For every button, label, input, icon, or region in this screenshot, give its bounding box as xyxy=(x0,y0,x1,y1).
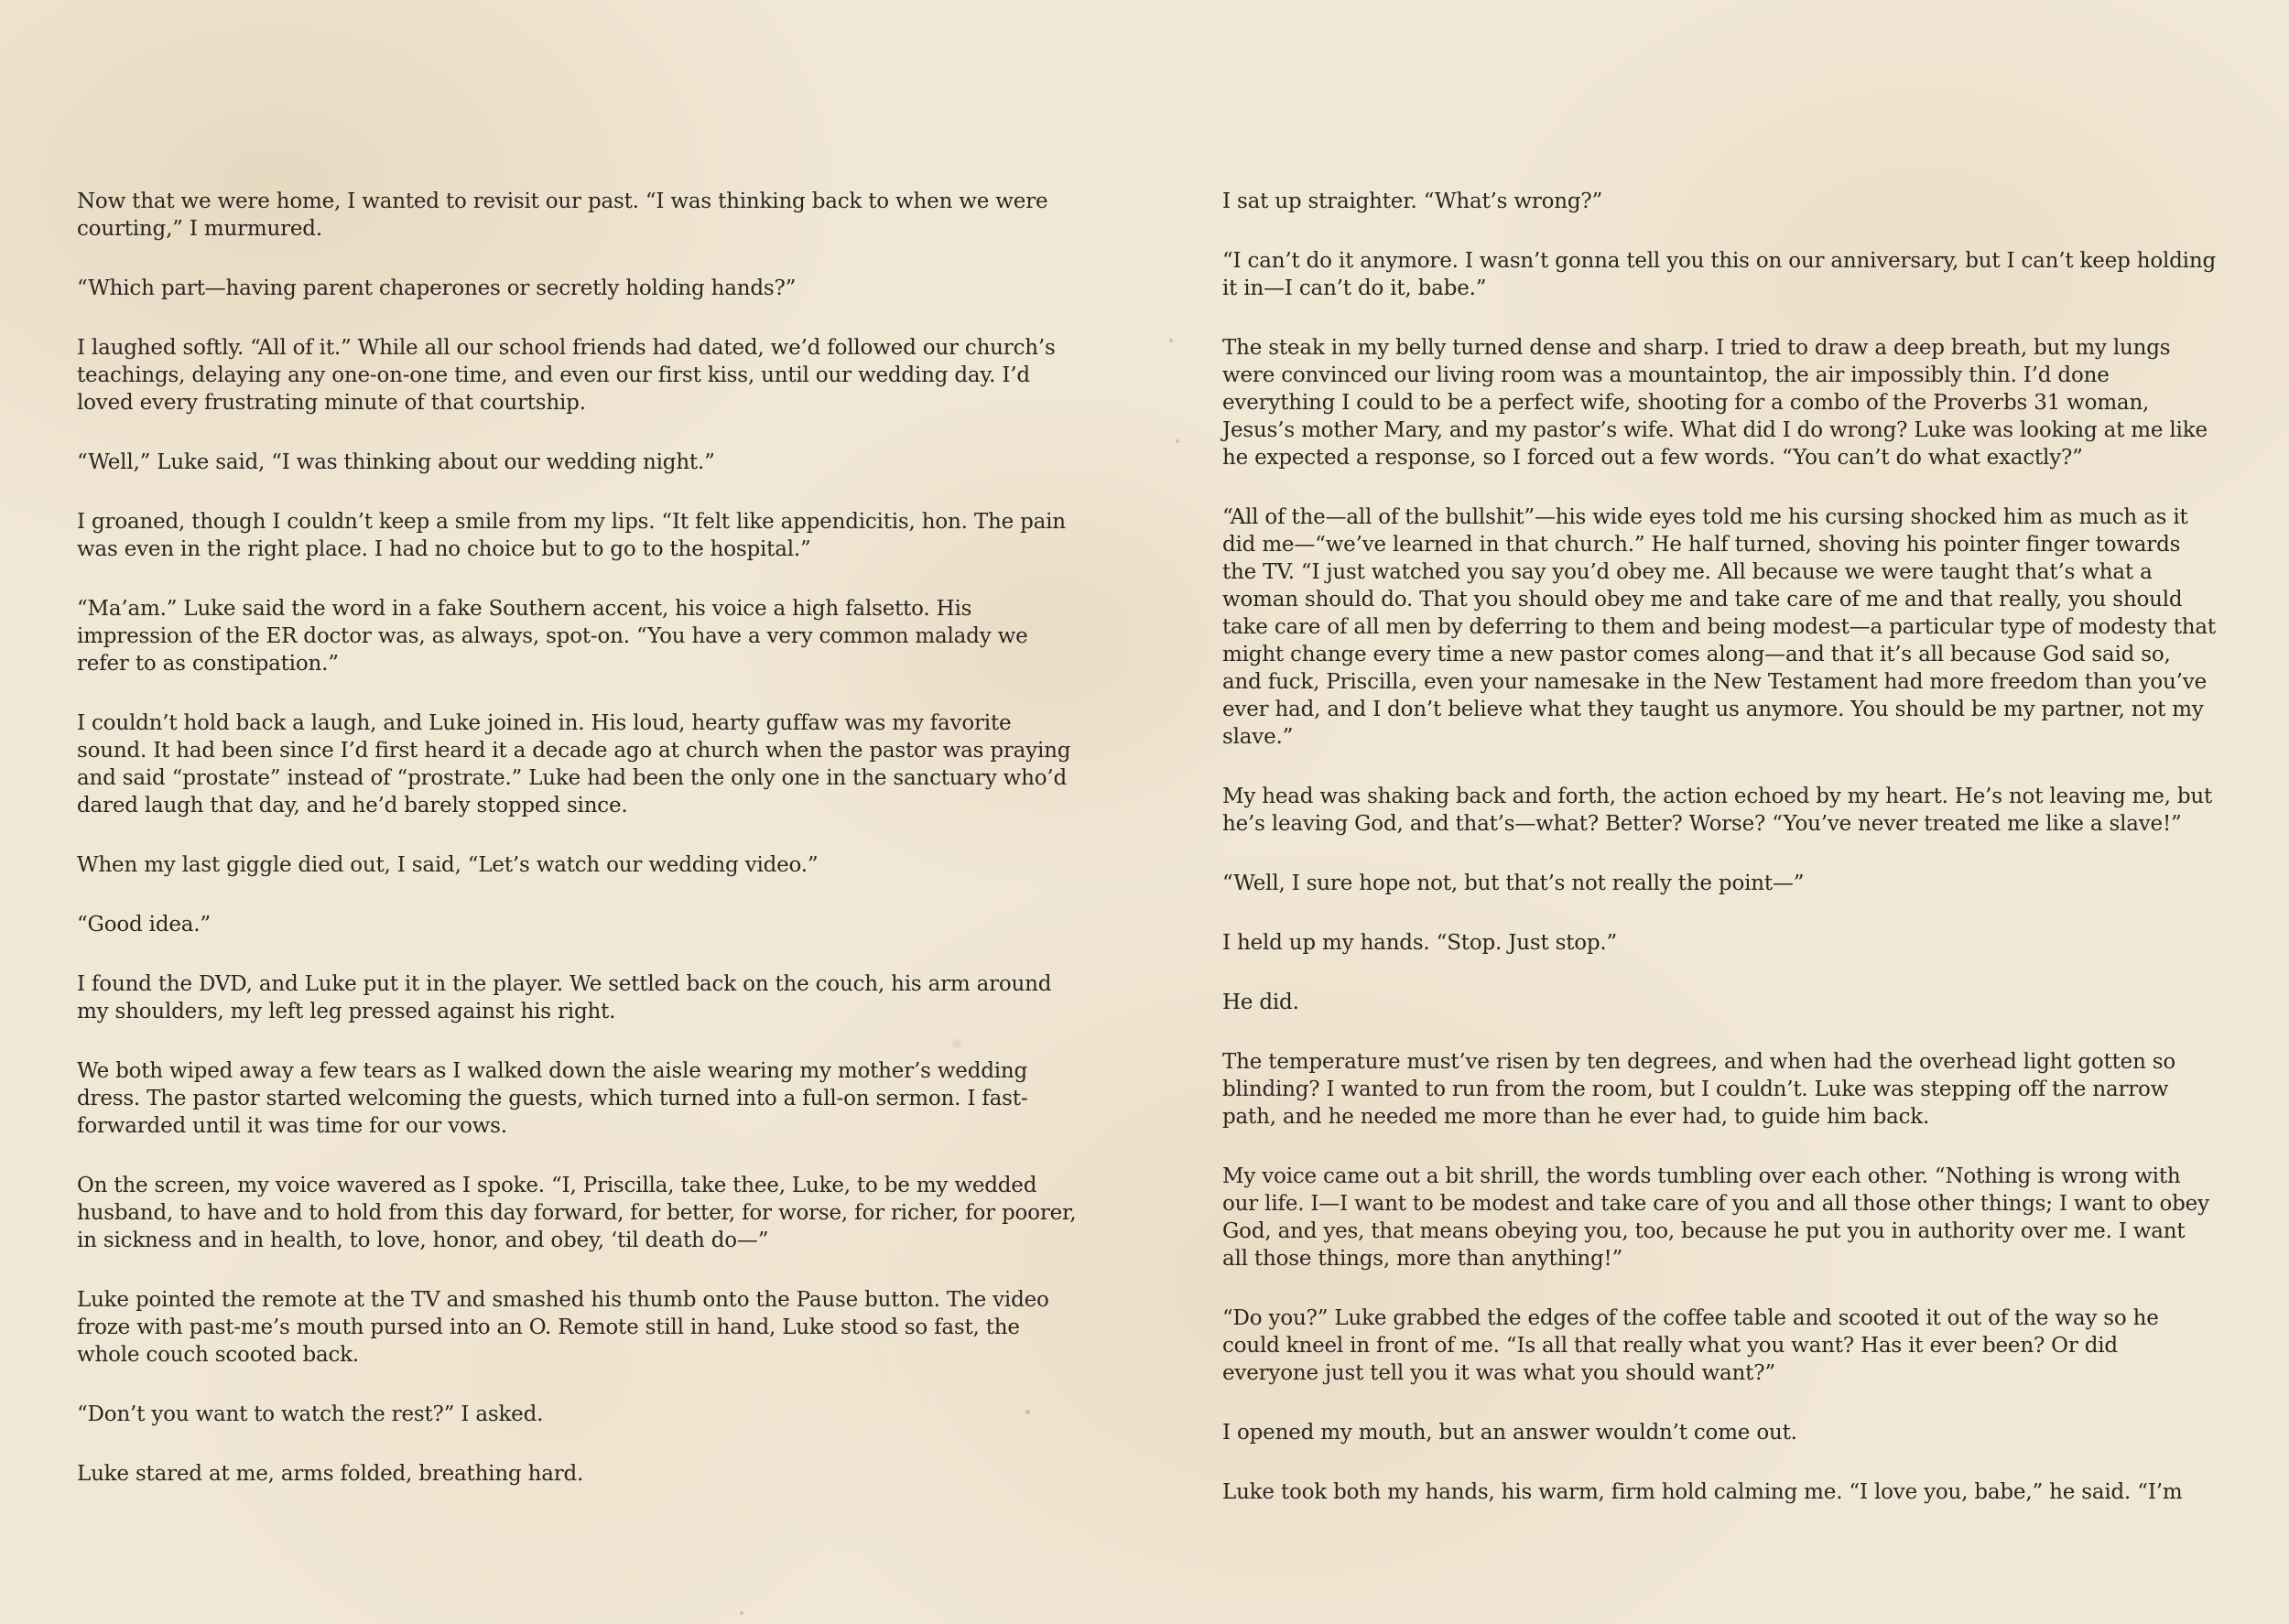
paragraph: I held up my hands. “Stop. Just stop.” xyxy=(1222,931,1618,955)
paragraph: The temperature must’ve risen by ten degrees, and when had the overhead light gotten so blinding? I wanted to run from the room, but I couldn’t. Luke was stepping off the narrow path, and he needed me more than he ever had, to guide him back. xyxy=(1222,1050,2176,1129)
paragraph: The steak in my belly turned dense and sharp. I tried to draw a deep breath, but my lungs were convinced our living room was a mountaintop, the air impossibly thin. I’d done everything I could to be a perfect wife, shooting for a combo of the Proverbs 31 woman, Jesus’s mother Mary, and my pastor’s wife. What did I do wrong? Luke was looking at me like he expected a response, so I forced out a few words. “You can’t do what exactly?” xyxy=(1222,336,2208,470)
paragraph: He did. xyxy=(1222,991,1299,1014)
right-page xyxy=(1222,188,2216,1538)
paper-speck xyxy=(952,1039,961,1048)
paragraph: On the screen, my voice wavered as I spoke. “I, Priscilla, take thee, Luke, to be my wedded husband, to have and to hold from this day forward, for better, for worse, for richer, for poorer, in sickness and in health, to love, honor, and obey, ‘til death do—” xyxy=(77,1174,1077,1252)
paragraph: We both wiped away a few tears as I walked down the aisle wearing my mother’s wedding dress. The pastor started welcoming the guests, which turned into a full-on sermon. I fast-forwarded until it was time for our vows. xyxy=(77,1059,1028,1138)
paper-speck xyxy=(1025,1410,1030,1414)
paragraph: When my last giggle died out, I said, “Let’s watch our wedding video.” xyxy=(77,853,819,877)
paragraph: I groaned, though I couldn’t keep a smile from my lips. “It felt like appendicitis, hon. The pain was even in the right place. I had no choice but to go to the hospital.” xyxy=(77,510,1066,561)
paragraph: “Well,” Luke said, “I was thinking about our wedding night.” xyxy=(77,450,715,474)
paragraph: I opened my mouth, but an answer wouldn’t come out. xyxy=(1222,1421,1797,1445)
paragraph: Luke stared at me, arms folded, breathing hard. xyxy=(77,1462,584,1486)
paragraph: “Which part—having parent chaperones or secretly holding hands?” xyxy=(77,276,797,300)
paragraph: “Do you?” Luke grabbed the edges of the coffee table and scooted it out of the way so he could kneel in front of me. “Is all that really what you want? Has it ever been? Or did everyone just tell you it was what you should want?” xyxy=(1222,1306,2159,1385)
paper-speck xyxy=(1176,439,1179,443)
paragraph: Luke took both my hands, his warm, firm hold calming me. “I love you, babe,” he said. “I’m xyxy=(1222,1480,2183,1504)
left-page xyxy=(77,188,1084,1520)
paragraph: I laughed softly. “All of it.” While all our school friends had dated, we’d followed our church’s teachings, delaying any one-on-one time, and even our first kiss, until our wedding day. I’d loved every frustrating minute of that courtship. xyxy=(77,336,1056,415)
paragraph: “I can’t do it anymore. I wasn’t gonna tell you this on our anniversary, but I can’t keep holding it in—I can’t do it, babe.” xyxy=(1222,249,2216,300)
paragraph: “Good idea.” xyxy=(77,913,211,937)
paper-speck xyxy=(1169,339,1173,342)
paragraph: My voice came out a bit shrill, the words tumbling over each other. “Nothing is wrong with our life. I—I want to be modest and take care of you and all those other things; I want to obey God, and yes, that means obeying you, too, because he put you in authority over me. I want all those things, more than anything!” xyxy=(1222,1164,2209,1271)
paragraph: “Ma’am.” Luke said the word in a fake Southern accent, his voice a high falsetto. His impression of the ER doctor was, as always, spot-on. “You have a very common malady we refer to as constipation.” xyxy=(77,597,1028,676)
paragraph: Now that we were home, I wanted to revisit our past. “I was thinking back to when we were courting,” I murmured. xyxy=(77,189,1048,241)
paragraph: Luke pointed the remote at the TV and smashed his thumb onto the Pause button. The video froze with past-me’s mouth pursed into an O. Remote still in hand, Luke stood so fast, the whole couch scooted back. xyxy=(77,1288,1049,1367)
paragraph: I found the DVD, and Luke put it in the player. We settled back on the couch, his arm around my shoulders, my left leg pressed against his right. xyxy=(77,972,1052,1023)
paragraph: “Don’t you want to watch the rest?” I asked. xyxy=(77,1402,544,1426)
paragraph: “All of the—all of the bullshit”—his wide eyes told me his cursing shocked him as much as it did me—“we’ve learned in that church.” He half turned, shoving his pointer finger towards the TV. “I just watched you say you’d obey me. All because we were taught that’s what a woman should do. That you should obey me and take care of me and that really, you should take care of all men by deferring to them and being modest—a particular type of modesty that might change every time a new pastor comes along—and that it’s all because God said so, and fuck, Priscilla, even your namesake in the New Testament had more freedom than you’ve ever had, and I don’t believe what they taught us anymore. You should be my partner, not my slave.” xyxy=(1222,505,2216,749)
paragraph: My head was shaking back and forth, the action echoed by my heart. He’s not leaving me, but he’s leaving God, and that’s—what? Better? Worse? “You’ve never treated me like a slave!” xyxy=(1222,785,2213,836)
paragraph: “Well, I sure hope not, but that’s not really the point—” xyxy=(1222,872,1805,895)
paragraph: I sat up straighter. “What’s wrong?” xyxy=(1222,189,1603,213)
paragraph: I couldn’t hold back a laugh, and Luke joined in. His loud, hearty guffaw was my favorite sound. It had been since I’d first heard it a decade ago at church when the pastor was praying and said “prostate” instead of “prostrate.” Luke had been the only one in the sanctuary who’d dared laugh that day, and he’d barely stopped since. xyxy=(77,711,1071,817)
paper-speck xyxy=(740,1611,743,1615)
